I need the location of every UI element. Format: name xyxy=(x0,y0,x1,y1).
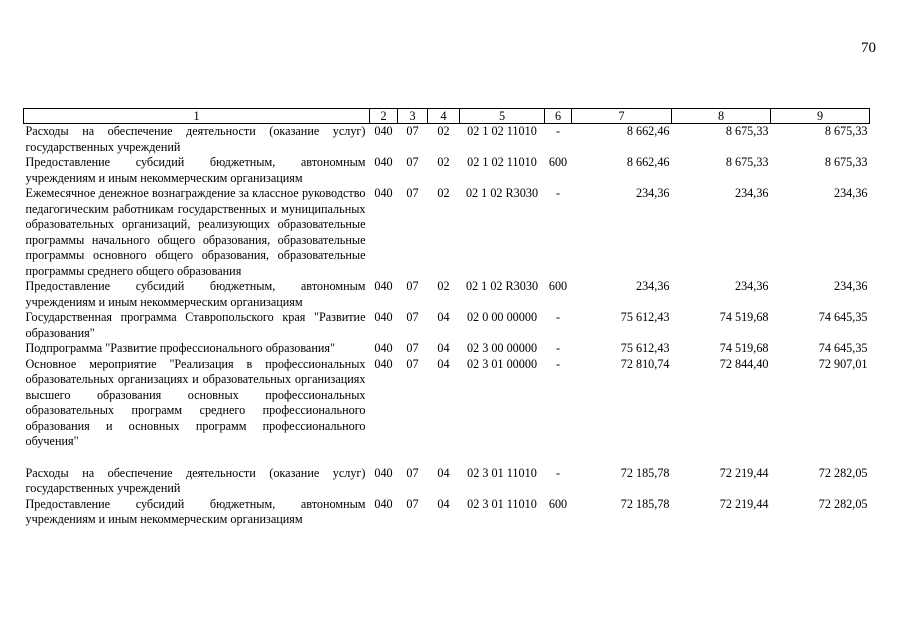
row-col2: 040 xyxy=(374,186,393,200)
row-col4: 04 xyxy=(437,496,450,511)
row-col9: 72 907,01 xyxy=(818,356,868,371)
row-col3: 07 xyxy=(406,341,419,355)
row-col3: 07 xyxy=(406,186,419,200)
row-col7: 72 185,78 xyxy=(620,465,670,480)
row-col3: 07 xyxy=(406,496,419,511)
row-col9: 74 645,35 xyxy=(818,310,868,324)
row-col6: - xyxy=(555,310,561,324)
table-row xyxy=(24,497,870,528)
row-col2: 040 xyxy=(374,310,393,324)
row-col6: - xyxy=(555,124,561,138)
row-col9: 8 675,33 xyxy=(824,124,868,138)
row-col8: 234,36 xyxy=(734,279,769,293)
table-row xyxy=(24,155,870,186)
header-row xyxy=(24,109,870,124)
row-col8: 74 519,68 xyxy=(719,310,769,324)
row-col2: 040 xyxy=(374,356,393,371)
row-col4: 04 xyxy=(437,465,450,480)
row-col6: - xyxy=(555,356,561,371)
row-name: Ежемесячное денежное вознаграждение за классное руководство педагогическим работникам государственных и муниципальных образовательных организаций, реализующих образовательные программы начального общего образования, образовательные программы основного общего образования, образовательные программы среднего общего образования xyxy=(25,186,366,278)
row-col9: 72 282,05 xyxy=(818,465,868,480)
table-row xyxy=(24,357,870,450)
row-col8: 72 219,44 xyxy=(719,496,769,511)
column-header: 5 xyxy=(460,109,545,124)
row-col6: - xyxy=(555,465,561,480)
row-col2: 040 xyxy=(374,124,393,138)
row-col2: 040 xyxy=(374,155,393,169)
row-col7: 72 810,74 xyxy=(620,356,670,371)
column-header: 7 xyxy=(572,109,672,124)
row-col4: 02 xyxy=(437,279,450,293)
row-col4: 04 xyxy=(437,356,450,371)
row-name: Расходы на обеспечение деятельности (оказание услуг) государственных учреждений xyxy=(25,124,366,154)
row-col7: 75 612,43 xyxy=(620,310,670,324)
table-row xyxy=(24,310,870,341)
row-name: Предоставление субсидий бюджетным, автономным учреждениям и иным некоммерческим организациям xyxy=(25,496,366,526)
row-name: Основное мероприятие "Реализация в профессиональных образовательных организациях и образовательных организациях высшего образования основных профессиональных образовательных программ среднего профессионального образования и основных программ профессионального обучения" xyxy=(25,356,366,448)
column-header: 8 xyxy=(672,109,771,124)
row-col4: 02 xyxy=(437,186,450,200)
column-header: 3 xyxy=(398,109,428,124)
row-name: Расходы на обеспечение деятельности (оказание услуг) государственных учреждений xyxy=(25,465,366,495)
row-col6: - xyxy=(555,341,561,355)
row-col5: 02 1 02 11010 xyxy=(467,124,537,138)
row-col9: 8 675,33 xyxy=(824,155,868,169)
row-col8: 74 519,68 xyxy=(719,341,769,355)
column-header: 2 xyxy=(370,109,398,124)
table-row xyxy=(24,124,870,156)
row-col5: 02 1 02 R3030 xyxy=(465,279,539,293)
row-col6: 600 xyxy=(548,496,568,511)
table-row xyxy=(24,341,870,357)
row-col2: 040 xyxy=(374,279,393,293)
row-col6: - xyxy=(555,186,561,200)
row-col5: 02 1 02 11010 xyxy=(467,155,537,169)
column-header: 4 xyxy=(428,109,460,124)
row-col6: 600 xyxy=(548,279,568,293)
row-col2: 040 xyxy=(374,465,393,480)
budget-table xyxy=(23,108,870,528)
row-col4: 02 xyxy=(437,155,450,169)
table-row xyxy=(24,186,870,279)
column-header: 6 xyxy=(545,109,572,124)
row-col5: 02 3 01 11010 xyxy=(467,465,537,480)
row-col9: 234,36 xyxy=(833,279,868,293)
row-col8: 72 844,40 xyxy=(719,356,769,371)
row-col8: 234,36 xyxy=(734,186,769,200)
row-name: Подпрограмма "Развитие профессионального образования" xyxy=(25,341,335,355)
row-col3: 07 xyxy=(406,279,419,293)
table-row xyxy=(24,450,870,497)
row-col8: 8 675,33 xyxy=(725,124,769,138)
row-col5: 02 3 01 11010 xyxy=(467,496,537,511)
row-col5: 02 0 00 00000 xyxy=(466,310,538,324)
row-col6: 600 xyxy=(548,155,568,169)
row-col5: 02 3 00 00000 xyxy=(466,341,538,355)
row-col7: 72 185,78 xyxy=(620,496,670,511)
column-header: 9 xyxy=(771,109,870,124)
row-col3: 07 xyxy=(406,356,419,371)
row-name: Предоставление субсидий бюджетным, автономным учреждениям и иным некоммерческим организациям xyxy=(25,279,366,309)
row-col3: 07 xyxy=(406,310,419,324)
row-col5: 02 1 02 R3030 xyxy=(465,186,539,200)
row-col8: 8 675,33 xyxy=(725,155,769,169)
row-col7: 75 612,43 xyxy=(620,341,670,355)
row-col7: 8 662,46 xyxy=(626,124,670,138)
row-col3: 07 xyxy=(406,155,419,169)
row-col9: 72 282,05 xyxy=(818,496,868,511)
row-col5: 02 3 01 00000 xyxy=(466,356,538,371)
column-header: 1 xyxy=(24,109,370,124)
row-col4: 04 xyxy=(437,310,450,324)
row-col2: 040 xyxy=(374,341,393,355)
table-row xyxy=(24,279,870,310)
row-col7: 234,36 xyxy=(635,279,670,293)
row-col3: 07 xyxy=(406,465,419,480)
row-col3: 07 xyxy=(406,124,419,138)
row-col8: 72 219,44 xyxy=(719,465,769,480)
row-col4: 04 xyxy=(437,341,450,355)
row-col2: 040 xyxy=(374,496,393,511)
row-name: Государственная программа Ставропольского края "Развитие образования" xyxy=(25,310,366,340)
row-col7: 8 662,46 xyxy=(626,155,670,169)
row-col4: 02 xyxy=(437,124,450,138)
row-name: Предоставление субсидий бюджетным, автономным учреждениям и иным некоммерческим организациям xyxy=(25,155,366,185)
row-col7: 234,36 xyxy=(635,186,670,200)
row-col9: 74 645,35 xyxy=(818,341,868,355)
page-number: 70 xyxy=(861,40,876,56)
row-col9: 234,36 xyxy=(833,186,868,200)
